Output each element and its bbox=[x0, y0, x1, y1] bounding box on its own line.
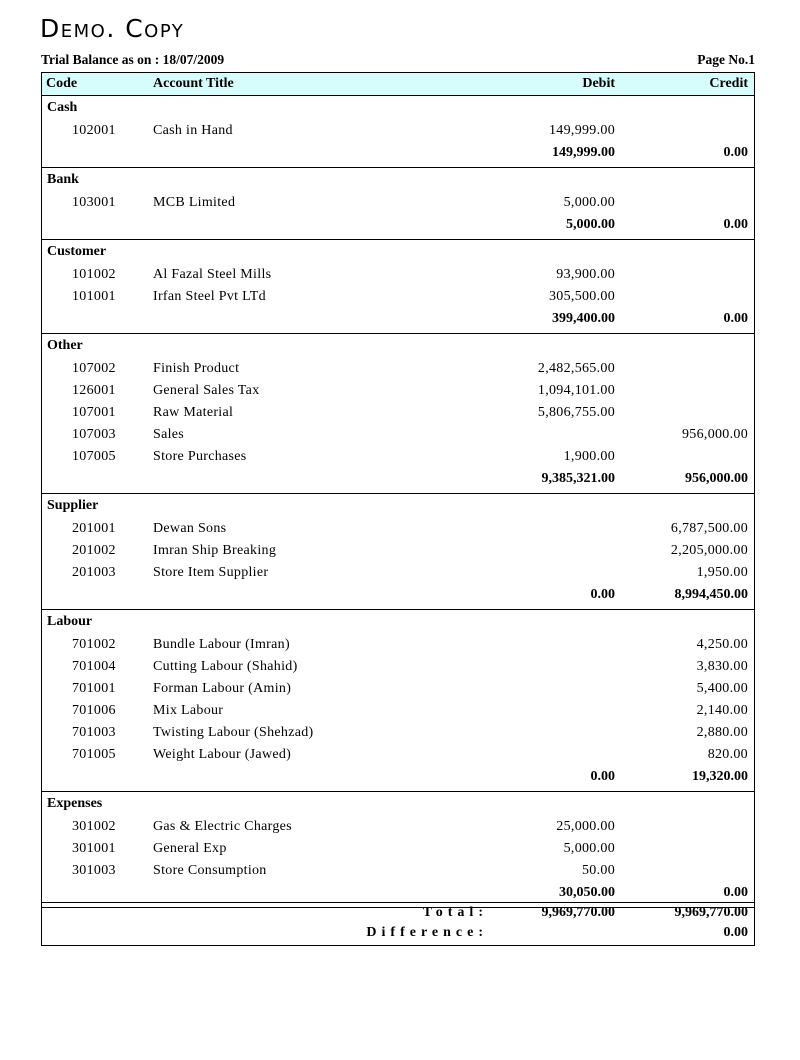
report-heading: Trial Balance as on : 18/07/2009 bbox=[41, 52, 225, 67]
table-row bbox=[42, 540, 754, 562]
subtotal-credit: 19,320.00 bbox=[692, 769, 748, 784]
account-title: Forman Labour (Amin) bbox=[153, 681, 292, 696]
debit-value: 149,999.00 bbox=[549, 123, 615, 138]
credit-value: 5,400.00 bbox=[696, 681, 748, 696]
subtotal-debit: 0.00 bbox=[590, 769, 615, 784]
section-subtotal bbox=[42, 308, 754, 331]
account-title: Store Purchases bbox=[153, 449, 247, 464]
totals-box bbox=[41, 902, 755, 946]
account-title: Store Item Supplier bbox=[153, 565, 269, 580]
credit-value: 1,950.00 bbox=[696, 565, 748, 580]
subtotal-debit: 5,000.00 bbox=[566, 217, 615, 232]
account-title: Mix Labour bbox=[153, 703, 224, 718]
account-title: Twisting Labour (Shehzad) bbox=[153, 725, 314, 740]
section-title bbox=[42, 170, 754, 192]
account-code: 701002 bbox=[72, 637, 116, 652]
account-title: Finish Product bbox=[153, 361, 240, 376]
total-row bbox=[42, 905, 754, 925]
account-code: 107005 bbox=[72, 449, 116, 464]
page-number: Page No.1 bbox=[697, 52, 755, 67]
subtotal-credit: 0.00 bbox=[723, 217, 748, 232]
section-title-text: Other bbox=[47, 338, 83, 353]
account-code: 201002 bbox=[72, 543, 116, 558]
credit-value: 956,000.00 bbox=[682, 427, 748, 442]
account-title: Weight Labour (Jawed) bbox=[153, 747, 292, 762]
section-subtotal bbox=[42, 584, 754, 607]
account-title: Cash in Hand bbox=[153, 123, 233, 138]
subtotal-debit: 30,050.00 bbox=[559, 885, 615, 900]
total-label: Total: bbox=[422, 905, 488, 920]
subtotal-debit: 149,999.00 bbox=[552, 145, 615, 160]
account-code: 301002 bbox=[72, 819, 116, 834]
trial-balance-table bbox=[41, 72, 755, 908]
credit-value: 2,880.00 bbox=[696, 725, 748, 740]
debit-value: 2,482,565.00 bbox=[537, 361, 615, 376]
debit-value: 5,806,755.00 bbox=[537, 405, 615, 420]
table-header bbox=[42, 73, 754, 96]
section-other bbox=[42, 334, 754, 494]
credit-value: 820.00 bbox=[707, 747, 748, 762]
account-title: Store Consumption bbox=[153, 863, 267, 878]
table-row bbox=[42, 402, 754, 424]
debit-value: 1,900.00 bbox=[563, 449, 615, 464]
table-row bbox=[42, 424, 754, 446]
difference-label: Difference: bbox=[366, 925, 488, 940]
account-code: 107003 bbox=[72, 427, 116, 442]
account-title: Cutting Labour (Shahid) bbox=[153, 659, 298, 674]
section-title bbox=[42, 242, 754, 264]
section-subtotal bbox=[42, 142, 754, 165]
credit-value: 2,140.00 bbox=[696, 703, 748, 718]
subtotal-credit: 8,994,450.00 bbox=[674, 587, 748, 602]
section-subtotal bbox=[42, 468, 754, 491]
section-supplier bbox=[42, 494, 754, 610]
account-title: General Sales Tax bbox=[153, 383, 260, 398]
account-code: 126001 bbox=[72, 383, 116, 398]
section-cash bbox=[42, 96, 754, 168]
account-title: MCB Limited bbox=[153, 195, 236, 210]
account-title: Al Fazal Steel Mills bbox=[153, 267, 272, 282]
section-labour bbox=[42, 610, 754, 792]
account-code: 701003 bbox=[72, 725, 116, 740]
account-code: 301003 bbox=[72, 863, 116, 878]
report-title: Demo. Copy bbox=[40, 14, 185, 43]
table-row bbox=[42, 744, 754, 766]
subtotal-credit: 956,000.00 bbox=[685, 471, 748, 486]
table-row bbox=[42, 380, 754, 402]
debit-value: 305,500.00 bbox=[549, 289, 615, 304]
section-title bbox=[42, 794, 754, 816]
account-code: 301001 bbox=[72, 841, 116, 856]
table-row bbox=[42, 120, 754, 142]
credit-value: 2,205,000.00 bbox=[670, 543, 748, 558]
section-title bbox=[42, 612, 754, 634]
account-code: 701004 bbox=[72, 659, 116, 674]
account-code: 201001 bbox=[72, 521, 116, 536]
table-row bbox=[42, 722, 754, 744]
account-title: Bundle Labour (Imran) bbox=[153, 637, 290, 652]
col-header-account-title: Account Title bbox=[153, 76, 234, 91]
section-title-text: Bank bbox=[47, 172, 79, 187]
account-title: Raw Material bbox=[153, 405, 234, 420]
account-code: 201003 bbox=[72, 565, 116, 580]
account-code: 107001 bbox=[72, 405, 116, 420]
section-title bbox=[42, 98, 754, 120]
table-row bbox=[42, 860, 754, 882]
table-row bbox=[42, 838, 754, 860]
account-title: Irfan Steel Pvt LTd bbox=[153, 289, 266, 304]
credit-value: 3,830.00 bbox=[696, 659, 748, 674]
subtotal-credit: 0.00 bbox=[723, 311, 748, 326]
section-title bbox=[42, 496, 754, 518]
section-bank bbox=[42, 168, 754, 240]
table-row bbox=[42, 700, 754, 722]
account-code: 101002 bbox=[72, 267, 116, 282]
account-code: 103001 bbox=[72, 195, 116, 210]
account-title: Sales bbox=[153, 427, 185, 442]
table-row bbox=[42, 518, 754, 540]
section-title-text: Expenses bbox=[47, 796, 103, 811]
table-row bbox=[42, 192, 754, 214]
account-code: 701006 bbox=[72, 703, 116, 718]
account-title: Dewan Sons bbox=[153, 521, 227, 536]
difference-value: 0.00 bbox=[723, 925, 748, 940]
table-row bbox=[42, 816, 754, 838]
account-title: Imran Ship Breaking bbox=[153, 543, 277, 558]
account-code: 101001 bbox=[72, 289, 116, 304]
debit-value: 93,900.00 bbox=[556, 267, 615, 282]
section-title-text: Cash bbox=[47, 100, 78, 115]
subtotal-debit: 0.00 bbox=[590, 587, 615, 602]
difference-row bbox=[42, 925, 754, 945]
account-code: 107002 bbox=[72, 361, 116, 376]
table-row bbox=[42, 446, 754, 468]
account-code: 102001 bbox=[72, 123, 116, 138]
subtotal-debit: 9,385,321.00 bbox=[541, 471, 615, 486]
credit-value: 6,787,500.00 bbox=[670, 521, 748, 536]
table-row bbox=[42, 678, 754, 700]
section-title-text: Supplier bbox=[47, 498, 99, 513]
col-header-debit: Debit bbox=[582, 76, 615, 91]
section-subtotal bbox=[42, 214, 754, 237]
credit-value: 4,250.00 bbox=[696, 637, 748, 652]
table-row bbox=[42, 634, 754, 656]
subtotal-credit: 0.00 bbox=[723, 885, 748, 900]
debit-value: 50.00 bbox=[582, 863, 615, 878]
total-credit: 9,969,770.00 bbox=[674, 905, 748, 920]
subtotal-debit: 399,400.00 bbox=[552, 311, 615, 326]
debit-value: 5,000.00 bbox=[563, 841, 615, 856]
account-code: 701001 bbox=[72, 681, 116, 696]
table-row bbox=[42, 358, 754, 380]
account-code: 701005 bbox=[72, 747, 116, 762]
col-header-code: Code bbox=[46, 76, 78, 91]
subtotal-credit: 0.00 bbox=[723, 145, 748, 160]
col-header-credit: Credit bbox=[709, 76, 748, 91]
debit-value: 5,000.00 bbox=[563, 195, 615, 210]
debit-value: 25,000.00 bbox=[556, 819, 615, 834]
total-debit: 9,969,770.00 bbox=[541, 905, 615, 920]
section-subtotal bbox=[42, 766, 754, 789]
table-row bbox=[42, 656, 754, 678]
table-row bbox=[42, 286, 754, 308]
account-title: Gas & Electric Charges bbox=[153, 819, 292, 834]
section-customer bbox=[42, 240, 754, 334]
section-title-text: Customer bbox=[47, 244, 107, 259]
section-title bbox=[42, 336, 754, 358]
account-title: General Exp bbox=[153, 841, 227, 856]
debit-value: 1,094,101.00 bbox=[537, 383, 615, 398]
table-row bbox=[42, 562, 754, 584]
table-row bbox=[42, 264, 754, 286]
section-expenses bbox=[42, 792, 754, 907]
section-title-text: Labour bbox=[47, 614, 93, 629]
sections-container bbox=[42, 96, 754, 907]
